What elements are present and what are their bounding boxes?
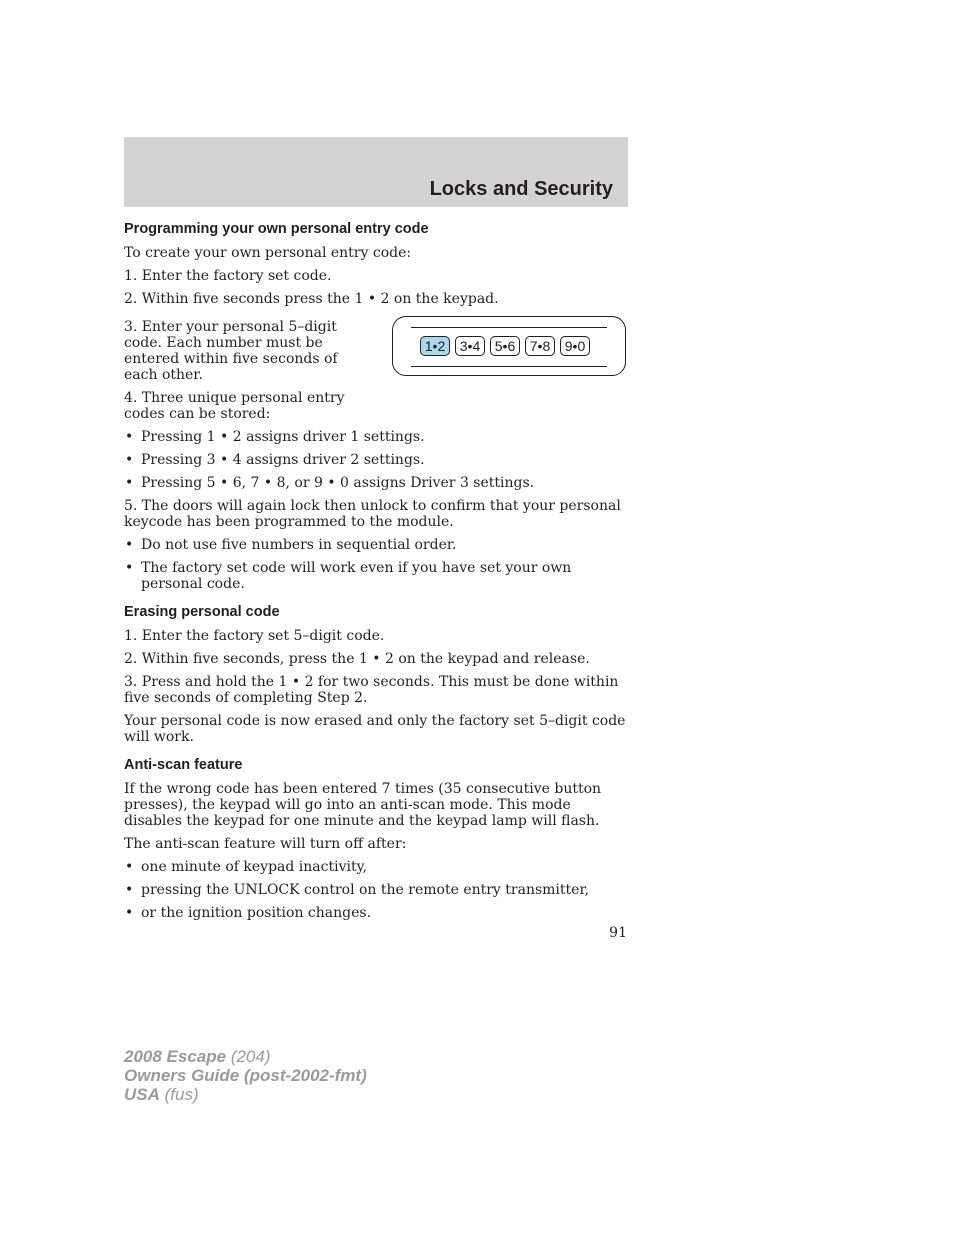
programming-step-3: 3. Enter your personal 5–digit code. Each number must be entered within five seconds of each other.: [124, 319, 338, 383]
antiscan-para-1: If the wrong code has been entered 7 times (35 consecutive button presses), the keypad will go into an anti-scan mode. This mode disables the keypad for one minute and the keypad lamp will flash.: [124, 781, 602, 829]
keypad-steps-block: [124, 319, 628, 422]
footer-guide: Owners Guide (post-2002-fmt): [124, 1066, 367, 1085]
section-erasing: [124, 603, 628, 745]
chapter-title: Locks and Security: [429, 178, 613, 200]
heading-erasing: Erasing personal code: [124, 604, 280, 620]
list-item: • pressing the UNLOCK control on the remote entry transmitter,: [124, 882, 628, 898]
antiscan-para-2: The anti-scan feature will turn off after:: [124, 836, 407, 852]
keypad-key-3-4: 3•4: [455, 336, 485, 356]
programming-notes-list: [124, 537, 628, 592]
footer-line-3: [124, 1085, 367, 1104]
keypad-illustration: [392, 316, 626, 376]
driver-settings-list: [124, 429, 628, 491]
page-content: [124, 220, 628, 928]
list-item: • Pressing 3 • 4 assigns driver 2 settings.: [124, 452, 628, 468]
chapter-header-band: [124, 137, 628, 207]
programming-step-1: 1. Enter the factory set code.: [124, 268, 332, 284]
list-item: • Do not use five numbers in sequential order.: [124, 537, 628, 553]
keypad-buttons: [420, 336, 590, 356]
heading-programming: Programming your own personal entry code: [124, 221, 429, 237]
list-item: • The factory set code will work even if you have set your own personal code.: [124, 560, 628, 592]
antiscan-list: [124, 859, 628, 921]
erasing-note: Your personal code is now erased and only the factory set 5–digit code will work.: [124, 713, 626, 745]
footer-line-1: [124, 1047, 367, 1066]
list-item: • or the ignition position changes.: [124, 905, 628, 921]
list-item: • Pressing 5 • 6, 7 • 8, or 9 • 0 assigns Driver 3 settings.: [124, 475, 628, 491]
footer-line-2: [124, 1066, 367, 1085]
document-footer: [124, 1047, 367, 1104]
programming-step-2: 2. Within five seconds press the 1 • 2 on the keypad.: [124, 291, 499, 307]
footer-market: USA: [124, 1085, 160, 1104]
keypad-key-7-8: 7•8: [525, 336, 555, 356]
heading-antiscan: Anti-scan feature: [124, 757, 243, 773]
keypad-key-9-0: 9•0: [560, 336, 590, 356]
programming-intro: To create your own personal entry code:: [124, 245, 412, 261]
programming-step-4: 4. Three unique personal entry codes can be stored:: [124, 390, 345, 422]
programming-step-5: 5. The doors will again lock then unlock to confirm that your personal keycode has been programmed to the module.: [124, 498, 621, 530]
footer-model: 2008 Escape: [124, 1047, 227, 1066]
erasing-step-2: 2. Within five seconds, press the 1 • 2 on the keypad and release.: [124, 651, 590, 667]
footer-model-code: (204): [226, 1047, 271, 1066]
keypad-top-rule: [411, 327, 607, 328]
list-item: • Pressing 1 • 2 assigns driver 1 settings.: [124, 429, 628, 445]
keypad-bottom-rule: [411, 366, 607, 367]
erasing-step-3: 3. Press and hold the 1 • 2 for two seconds. This must be done within five seconds of completing Step 2.: [124, 674, 619, 706]
list-item: • one minute of keypad inactivity,: [124, 859, 628, 875]
section-antiscan: [124, 756, 628, 921]
keypad-key-5-6: 5•6: [490, 336, 520, 356]
erasing-step-1: 1. Enter the factory set 5–digit code.: [124, 628, 385, 644]
keypad-key-1-2: 1•2: [420, 336, 450, 356]
footer-market-code: (fus): [159, 1085, 199, 1104]
page-number: 91: [609, 925, 627, 941]
